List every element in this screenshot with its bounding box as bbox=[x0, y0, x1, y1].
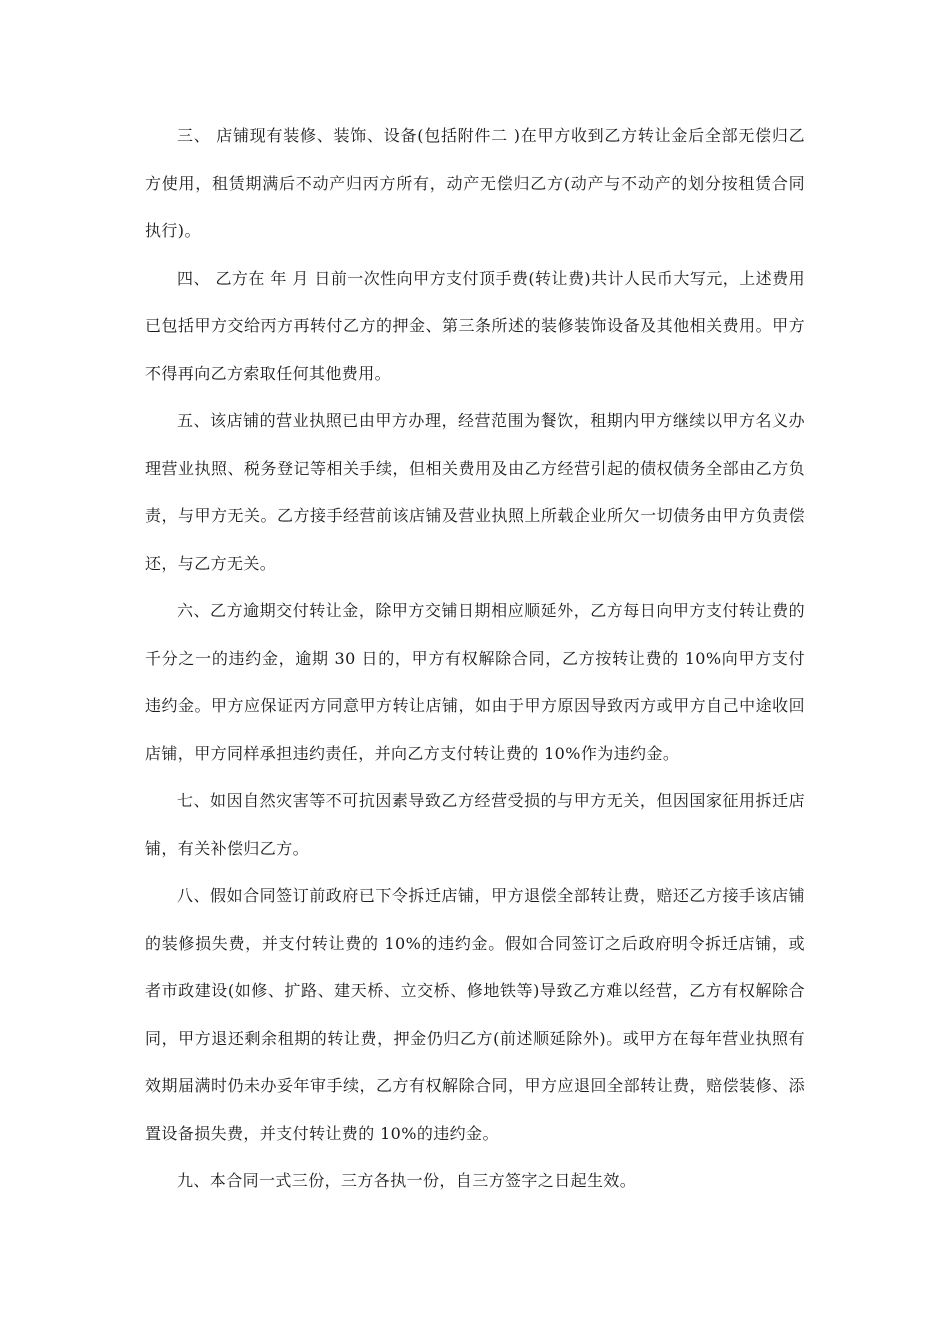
clause-3-paragraph: 三、 店铺现有装修、装饰、设备(包括附件二 )在甲方收到乙方转让金后全部无偿归乙方使用，租赁期满后不动产归丙方所有，动产无偿归乙方(动产与不动产的划分按租赁合同执行)。 bbox=[145, 126, 805, 240]
clause-9-paragraph: 九、本合同一式三份，三方各执一份，自三方签字之日起生效。 bbox=[177, 1171, 637, 1190]
clause-8-paragraph: 八、假如合同签订前政府已下令拆迁店铺，甲方退偿全部转让费，赔还乙方接手该店铺的装修损失费，并支付转让费的 10%的违约金。假如合同签订之后政府明令拆迁店铺，或者市政建设(如修、扩路、建天桥、立交桥、修地铁等)导致乙方难以经营，乙方有权解除合同，甲方退还剩余租期的转让费，押金仍归乙方(前述顺延除外)。或甲方在每年营业执照有效期届满时仍未办妥年审手续，乙方有权解除合同，甲方应退回全部转让费，赔偿装修、添置设备损失费，并支付转让费的 10%的违约金。 bbox=[145, 886, 805, 1143]
clause-5-paragraph: 五、该店铺的营业执照已由甲方办理，经营范围为餐饮，租期内甲方继续以甲方名义办理营业执照、税务登记等相关手续，但相关费用及由乙方经营引起的债权债务全部由乙方负责，与甲方无关。乙方接手经营前该店铺及营业执照上所载企业所欠一切债务由甲方负责偿还，与乙方无关。 bbox=[145, 411, 805, 573]
clause-6-paragraph: 六、乙方逾期交付转让金，除甲方交铺日期相应顺延外，乙方每日向甲方支付转让费的千分之一的违约金，逾期 30 日的，甲方有权解除合同，乙方按转让费的 10%向甲方支付违约金。甲方应保证丙方同意甲方转让店铺，如由于甲方原因导致丙方或甲方自己中途收回店铺，甲方同样承担违约责任，并向乙方支付转让费的 10%作为违约金。 bbox=[145, 601, 805, 763]
clause-4-paragraph: 四、 乙方在 年 月 日前一次性向甲方支付顶手费(转让费)共计人民币大写元，上述费用已包括甲方交给丙方再转付乙方的押金、第三条所述的装修装饰设备及其他相关费用。甲方不得再向乙方索取任何其他费用。 bbox=[145, 268, 805, 383]
document-body bbox=[145, 112, 805, 1205]
clause-7-paragraph: 七、如因自然灾害等不可抗因素导致乙方经营受损的与甲方无关，但因国家征用拆迁店铺，有关补偿归乙方。 bbox=[145, 791, 805, 858]
